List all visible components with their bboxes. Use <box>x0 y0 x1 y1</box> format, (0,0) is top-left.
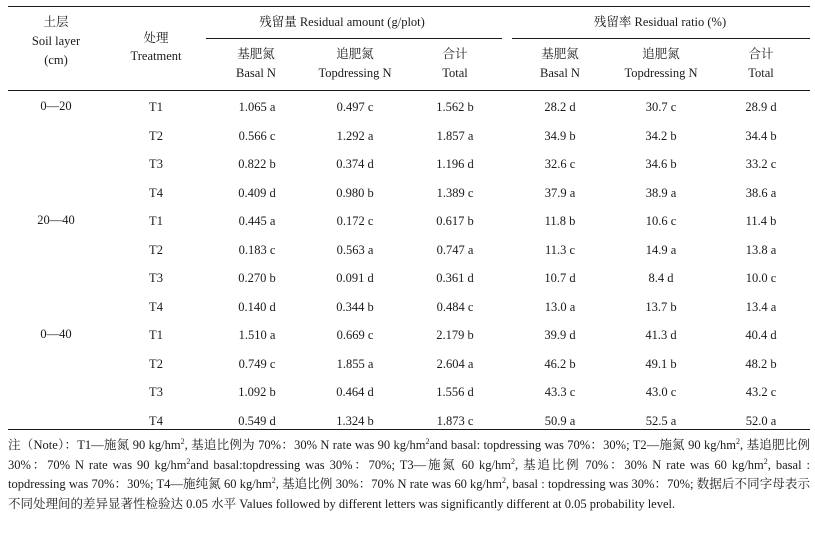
cell-treatment: T4 <box>149 413 163 428</box>
cell-amount-basal: 1.065 a <box>238 100 276 114</box>
table-bottom-rule <box>8 429 810 430</box>
cell-amount-topdressing: 0.374 d <box>336 157 374 171</box>
cell-amount-topdressing: 0.980 b <box>336 185 374 200</box>
cell-amount-basal: 0.270 b <box>238 271 276 285</box>
cell-amount-basal: 0.566 c <box>238 128 276 143</box>
cell-ratio-total: 40.4 d <box>745 328 777 342</box>
cell-amount-basal: 0.749 c <box>238 356 276 371</box>
cell-treatment: T4 <box>149 299 163 314</box>
cell-amount-total: 1.196 d <box>436 157 474 171</box>
cell-ratio-topdressing: 34.6 b <box>645 157 677 171</box>
cell-amount-topdressing: 0.497 c <box>336 100 374 114</box>
cell-amount-topdressing: 0.091 d <box>336 271 374 285</box>
cell-ratio-basal: 43.3 c <box>544 385 576 399</box>
cell-amount-basal: 0.822 b <box>238 157 276 171</box>
header-amount-basal: 基肥氮 Basal N <box>236 47 276 80</box>
cell-amount-total: 1.857 a <box>436 128 474 143</box>
cell-treatment: T1 <box>149 328 163 342</box>
cell-ratio-total: 13.8 a <box>745 242 777 257</box>
cell-ratio-total: 38.6 a <box>745 185 777 200</box>
cell-ratio-basal: 50.9 a <box>544 413 576 428</box>
cell-soil-layer: 0—40 <box>40 327 72 341</box>
cell-amount-total: 1.556 d <box>436 385 474 399</box>
cell-ratio-basal: 11.3 c <box>544 242 576 257</box>
cell-treatment: T4 <box>149 185 163 200</box>
cell-ratio-topdressing: 52.5 a <box>645 413 677 428</box>
cell-amount-topdressing: 1.292 a <box>336 128 374 143</box>
cell-ratio-topdressing: 38.9 a <box>645 185 677 200</box>
table-top-rule <box>8 6 810 7</box>
cell-treatment: T1 <box>149 214 163 228</box>
cell-ratio-basal: 34.9 b <box>544 128 576 143</box>
cell-amount-total: 0.617 b <box>436 214 474 228</box>
cell-treatment: T2 <box>149 128 163 143</box>
header-ratio-topdressing: 追肥氮 Topdressing N <box>624 47 698 80</box>
cell-ratio-total: 10.0 c <box>745 271 777 285</box>
cell-amount-total: 2.179 b <box>436 328 474 342</box>
amount-group-rule <box>206 38 502 39</box>
cell-ratio-basal: 32.6 c <box>544 157 576 171</box>
cell-treatment: T3 <box>149 271 163 285</box>
cell-amount-basal: 0.409 d <box>238 185 276 200</box>
cell-ratio-topdressing: 34.2 b <box>645 128 677 143</box>
cell-ratio-topdressing: 41.3 d <box>645 328 677 342</box>
cell-soil-layer: 20—40 <box>37 213 75 227</box>
cell-ratio-total: 52.0 a <box>745 413 777 428</box>
cell-treatment: T3 <box>149 385 163 399</box>
cell-ratio-total: 48.2 b <box>745 356 777 371</box>
cell-amount-topdressing: 0.563 a <box>336 242 374 257</box>
cell-ratio-total: 34.4 b <box>745 128 777 143</box>
cell-ratio-basal: 13.0 a <box>544 299 576 314</box>
cell-soil-layer: 0—20 <box>40 99 72 113</box>
header-treatment: 处理 Treatment <box>130 31 182 63</box>
cell-amount-basal: 0.445 a <box>238 214 276 228</box>
cell-amount-total: 0.361 d <box>436 271 474 285</box>
cell-amount-total: 1.562 b <box>436 100 474 114</box>
cell-ratio-topdressing: 30.7 c <box>645 100 677 114</box>
cell-amount-basal: 1.510 a <box>238 328 276 342</box>
cell-amount-basal: 0.183 c <box>238 242 276 257</box>
cell-amount-topdressing: 0.172 c <box>336 214 374 228</box>
ratio-group-rule <box>512 38 810 39</box>
cell-amount-total: 0.747 a <box>436 242 474 257</box>
cell-ratio-total: 33.2 c <box>745 157 777 171</box>
cell-ratio-total: 28.9 d <box>745 100 777 114</box>
cell-treatment: T1 <box>149 100 163 114</box>
header-ratio-basal: 基肥氮 Basal N <box>540 47 580 80</box>
header-amount-topdressing: 追肥氮 Topdressing N <box>318 47 392 80</box>
cell-ratio-topdressing: 10.6 c <box>645 214 677 228</box>
cell-ratio-topdressing: 13.7 b <box>645 299 677 314</box>
cell-amount-total: 1.873 c <box>436 413 474 428</box>
header-ratio-total: 合计 Total <box>748 47 774 80</box>
cell-treatment: T2 <box>149 242 163 257</box>
header-soil-layer: 土层 Soil layer (cm) <box>31 15 81 67</box>
cell-ratio-topdressing: 43.0 c <box>645 385 677 399</box>
cell-ratio-total: 11.4 b <box>745 214 777 228</box>
cell-ratio-basal: 10.7 d <box>544 271 576 285</box>
cell-treatment: T3 <box>149 157 163 171</box>
cell-ratio-basal: 46.2 b <box>544 356 576 371</box>
cell-amount-topdressing: 1.324 b <box>336 413 374 428</box>
cell-ratio-topdressing: 14.9 a <box>645 242 677 257</box>
cell-amount-basal: 0.549 d <box>238 413 276 428</box>
header-amount-total: 合计 Total <box>442 47 468 80</box>
cell-amount-basal: 0.140 d <box>238 299 276 314</box>
cell-ratio-topdressing: 49.1 b <box>645 356 677 371</box>
cell-amount-total: 1.389 c <box>436 185 474 200</box>
cell-ratio-basal: 37.9 a <box>544 185 576 200</box>
cell-ratio-basal: 11.8 b <box>544 214 576 228</box>
table-note: 注（Note）：T1—施氮 90 $kg/hm^2$, 基追比例为 70%：30% N rate was 90 $kg/hm^2and$ basal: topdressing was 70%：30%; T2—施氮 90 $kg/hm^2$, 基追肥比例 30%：70% N rate was 90 $kg/hm^2and$ basal:topdressing was 30%：70%; T3—施氮 60 $kg/hm^2$, 基追比例 70%：30% N rate was 60 $kg/hm^2$, basal : topdressing was 70%：30%; T4—施纯氮 60 $kg/hm^2$, 基追比例 30%：70% N rate was 60 $kg/hm^2$, basal : topdressing was 30%：70%; 数据后不同字母表示不同处理间的差异显著性检验达 0.05 水平 Values followed by different letters was significantly different at 0.05 probability level. <box>8 437 811 511</box>
cell-amount-total: 0.484 c <box>436 299 474 314</box>
cell-ratio-total: 43.2 c <box>745 385 777 399</box>
cell-ratio-topdressing: 8.4 d <box>648 271 674 285</box>
cell-amount-topdressing: 0.669 c <box>336 328 374 342</box>
cell-amount-total: 2.604 a <box>436 356 474 371</box>
header-bottom-rule <box>8 90 810 91</box>
cell-ratio-basal: 28.2 d <box>544 100 576 114</box>
header-residual-ratio: 残留率 Residual ratio (%) <box>593 15 727 29</box>
cell-amount-topdressing: 1.855 a <box>336 356 374 371</box>
cell-amount-topdressing: 0.464 d <box>336 385 374 399</box>
cell-treatment: T2 <box>149 356 163 371</box>
header-residual-amount: 残留量 Residual amount (g/plot) <box>259 15 425 29</box>
cell-ratio-basal: 39.9 d <box>544 328 576 342</box>
cell-ratio-total: 13.4 a <box>745 299 777 314</box>
cell-amount-basal: 1.092 b <box>238 385 276 399</box>
cell-amount-topdressing: 0.344 b <box>336 299 374 314</box>
